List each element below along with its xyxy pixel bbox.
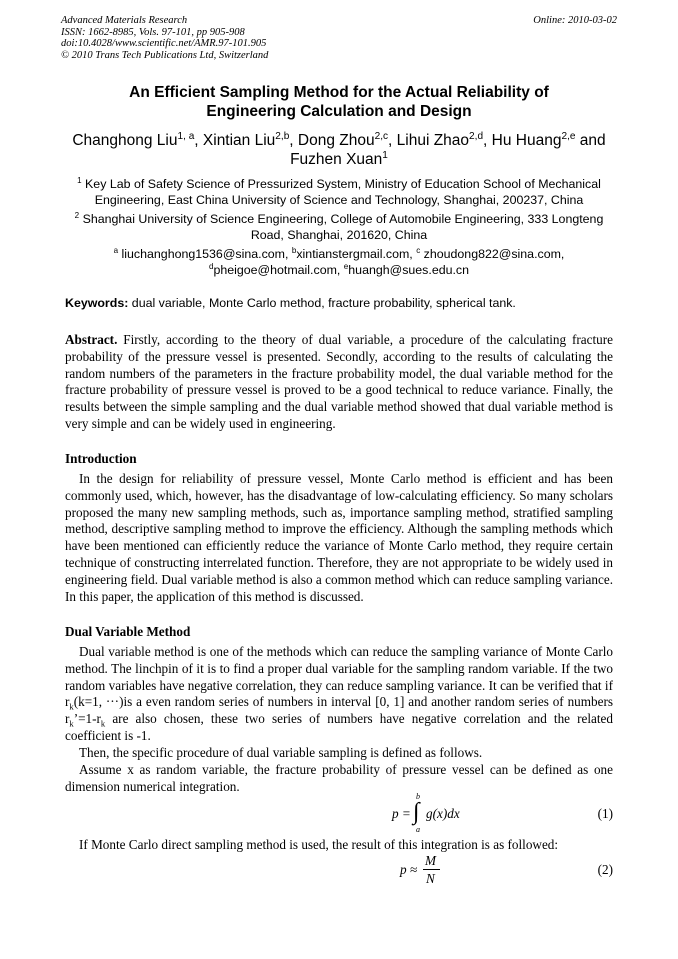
email-list	[55, 246, 623, 278]
author-affil-mark: 2,e	[561, 130, 576, 142]
email-mark: d	[208, 261, 214, 271]
abstract-label: Abstract.	[65, 332, 118, 347]
email-mark: e	[343, 261, 349, 271]
copyright: © 2010 Trans Tech Publications Ltd, Switzerland	[61, 49, 269, 61]
equation-2	[400, 853, 450, 887]
dual-variable-paragraph-1: Dual variable method is one of the methods which can reduce the sampling variance of Monte Carlo method. The linchpin of it is to find a proper dual variable for the sampling random variable. If the two random variables have negative correlation, they can reduce sampling variance. It can be verified that if $r_k(k=1$, ···)is a even random series of numbers in interval [0, 1] and another random series of numbers $r_k’=1-r_k$ are also chosen, these two series of numbers have negative correlation and the related coefficient is -1.	[65, 644, 613, 743]
equation-1-number: (1)	[597, 806, 613, 821]
dual-variable-paragraph-3: Assume x as random variable, the fracture probability of pressure vessel can be defined as one dimension numerical integration.	[65, 762, 613, 794]
email: zhoudong822@sina.com,	[420, 247, 565, 261]
affiliation-2	[55, 211, 623, 243]
email-mark: b	[291, 245, 297, 255]
journal-name: Advanced Materials Research	[61, 15, 188, 26]
email: pheigoe@hotmail.com,	[213, 263, 344, 277]
author-affil-mark: 2,b	[275, 130, 290, 142]
section-heading-dual-variable: Dual Variable Method	[65, 624, 191, 639]
online-date: Online: 2010-03-02	[533, 15, 617, 26]
email: liuchanghong1536@sina.com,	[118, 247, 292, 261]
equation-1	[392, 793, 472, 835]
affiliation-text: Key Lab of Safety Science of Pressurized System, Ministry of Education School of Mechanical	[81, 177, 601, 191]
keywords-text: dual variable, Monte Carlo method, fracture probability, spherical tank.	[128, 296, 516, 310]
author-name: , Dong Zhou	[289, 132, 375, 149]
equation-lhs: p ≈	[400, 862, 418, 877]
introduction-paragraph: In the design for reliability of pressure vessel, Monte Carlo method is efficient and has been commonly used, which, however, has the disadvantage of low-calculating efficiency. So many scholars proposed the many new sampling methods, such as, importance sampling method, stratified sampling method, descriptive sampling method to improve the efficiency. Although the sampling methods which have been mentioned can efficiently reduce the variance of Monte Carlo method, they require certain technique of constructing interrelated function. Therefore, they are not appropriate to be widely used in engineering field. Dual variable method is also a common method which can reduce sampling variance. In this paper, the application of this method is discussed.	[65, 471, 613, 604]
author-affil-mark: 1, a	[177, 130, 195, 142]
author-name: , Lihui Zhao	[388, 132, 470, 149]
title-line-1: An Efficient Sampling Method for the Actual Reliability of	[129, 84, 549, 101]
equation-lhs: p =	[392, 806, 411, 821]
email: huangh@sues.edu.cn	[348, 263, 470, 277]
fraction-denominator: N	[426, 871, 435, 886]
dual-variable-paragraph-4: If Monte Carlo direct sampling method is used, the result of this integration is as followed:	[79, 837, 559, 852]
author-name: Fuzhen Xuan	[290, 151, 383, 168]
integral-upper-limit: b	[416, 792, 420, 801]
affiliation-mark: 2	[74, 210, 80, 220]
author-conjunction: and	[575, 132, 606, 149]
keywords	[65, 295, 625, 311]
affiliation-text: Road, Shanghai, 201620, China	[250, 228, 428, 242]
paper-title	[40, 83, 638, 121]
dual-variable-paragraph-2: Then, the specific procedure of dual variable sampling is defined as follows.	[79, 745, 483, 760]
email-mark: a	[113, 245, 119, 255]
equation-2-number: (2)	[597, 862, 613, 877]
issn: ISSN: 1662-8985, Vols. 97-101, pp 905-908	[61, 26, 245, 38]
title-line-2: Engineering Calculation and Design	[206, 103, 472, 120]
email-mark: c	[416, 245, 421, 255]
affiliation-1	[55, 176, 623, 208]
keywords-label: Keywords:	[65, 296, 129, 310]
author-name: , Hu Huang	[483, 132, 562, 149]
doi: doi:10.4028/www.scientific.net/AMR.97-101.905	[61, 38, 267, 49]
author-affil-mark: 2,d	[469, 130, 484, 142]
integral-sign: ∫	[413, 799, 420, 825]
abstract-text: Firstly, according to the theory of dual variable, a procedure of the calculating fracture probability of the pressure vessel is presented. Secondly, according to the results of calculating the random numbers of the parameters in the fracture probability model, the dual variable method for the fracture probability of pressure vessel is proved to be a good technical to reduce variance. Finally, the results between the simple sampling and the dual variable method showed that dual variable method is very simple and can be widely used in engineering.	[65, 332, 613, 431]
integral-lower-limit: a	[416, 825, 420, 834]
author-list	[50, 131, 628, 169]
abstract	[65, 332, 613, 433]
integrand: g(x)dx	[426, 806, 460, 821]
affiliation-mark: 1	[77, 175, 82, 185]
email: xintianstergmail.com,	[296, 247, 417, 261]
author-name: , Xintian Liu	[194, 132, 276, 149]
section-heading-introduction: Introduction	[65, 451, 137, 466]
affiliation-text: Shanghai University of Science Engineering, College of Automobile Engineering, 333 Longteng	[79, 212, 604, 226]
author-affil-mark: 1	[382, 149, 388, 161]
affiliation-text: Engineering, East China University of Science and Technology, Shanghai, 200237, China	[94, 193, 584, 207]
fraction-numerator: M	[425, 853, 436, 868]
journal-header	[61, 15, 268, 61]
author-name: Changhong Liu	[72, 132, 178, 149]
author-affil-mark: 2,c	[374, 130, 389, 142]
fraction-bar	[423, 869, 440, 870]
